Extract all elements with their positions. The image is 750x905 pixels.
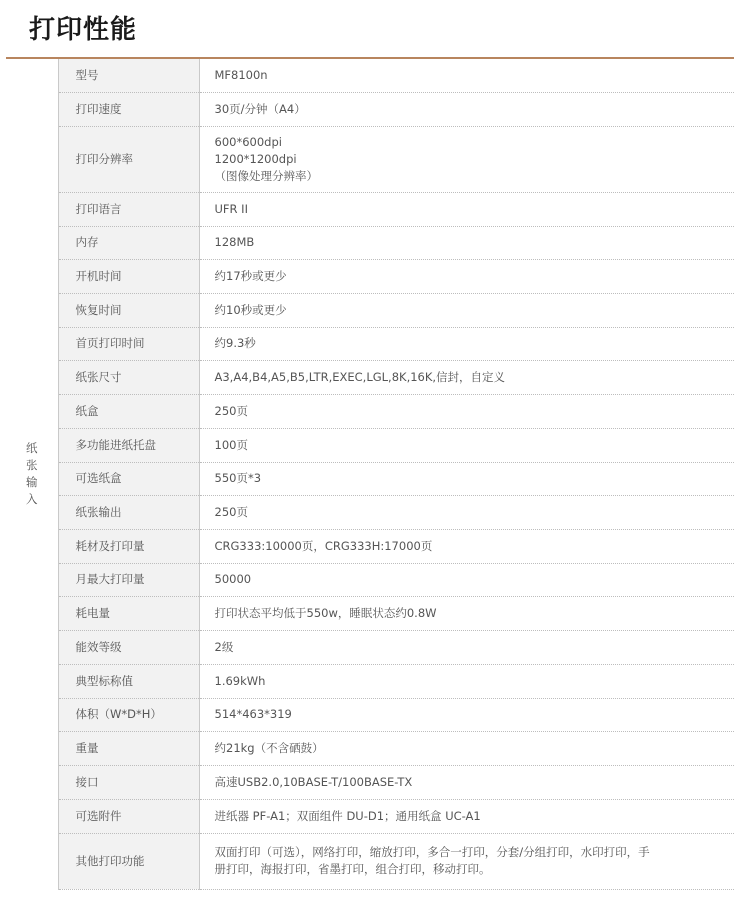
row-label: 月最大打印量 — [58, 563, 199, 596]
table-row — [6, 428, 734, 462]
row-value: 250页 — [199, 495, 734, 529]
row-value: 约9.3秒 — [199, 327, 734, 360]
table-row — [6, 92, 734, 126]
row-value-line: （图像处理分辨率） — [214, 168, 318, 183]
row-value: UFR II — [199, 192, 734, 226]
table-row — [6, 630, 734, 664]
table-row — [6, 360, 734, 394]
table-row — [6, 293, 734, 327]
spec-table — [6, 59, 734, 890]
table-row — [6, 765, 734, 799]
row-value-line: 册打印，海报打印，省墨打印，组合打印，移动打印。 — [214, 862, 491, 876]
table-row — [6, 731, 734, 765]
table-row — [6, 126, 734, 192]
row-label: 耗材及打印量 — [58, 529, 199, 563]
table-row — [6, 394, 734, 428]
row-value: 打印状态平均低于550w，睡眠状态约0.8W — [199, 596, 734, 630]
row-label: 能效等级 — [58, 630, 199, 664]
row-value: 550页*3 — [199, 462, 734, 495]
row-label: 型号 — [58, 59, 199, 92]
table-row — [6, 495, 734, 529]
group-label: 纸张输入 — [26, 441, 38, 506]
row-value: 2级 — [199, 630, 734, 664]
table-row — [6, 698, 734, 731]
table-row — [6, 259, 734, 293]
row-value: 128MB — [199, 226, 734, 259]
row-label: 接口 — [58, 765, 199, 799]
row-label: 首页打印时间 — [58, 327, 199, 360]
row-value: 50000 — [199, 563, 734, 596]
row-label: 纸张尺寸 — [58, 360, 199, 394]
row-label: 多功能进纸托盘 — [58, 428, 199, 462]
row-label: 打印语言 — [58, 192, 199, 226]
row-label: 可选纸盒 — [58, 462, 199, 495]
row-value: CRG333:10000页，CRG333H:17000页 — [199, 529, 734, 563]
row-label: 开机时间 — [58, 259, 199, 293]
table-row — [6, 799, 734, 833]
row-value-line: 双面打印（可选），网络打印，缩放打印，多合一打印，分套/分组打印，水印打印，手 — [214, 845, 650, 859]
row-value: 约10秒或更少 — [199, 293, 734, 327]
row-value: 约17秒或更少 — [199, 259, 734, 293]
table-row — [6, 563, 734, 596]
row-label: 可选附件 — [58, 799, 199, 833]
row-value: 1.69kWh — [199, 664, 734, 698]
table-row — [6, 327, 734, 360]
row-label: 典型标称值 — [58, 664, 199, 698]
row-label: 其他打印功能 — [58, 833, 199, 889]
row-value: 250页 — [199, 394, 734, 428]
row-label: 打印分辨率 — [58, 126, 199, 192]
row-value — [199, 126, 734, 192]
row-label: 体积（W*D*H） — [58, 698, 199, 731]
table-row — [6, 529, 734, 563]
row-value: 30页/分钟（A4） — [199, 92, 734, 126]
page-title: 打印性能 — [29, 15, 138, 45]
row-label: 重量 — [58, 731, 199, 765]
row-value-line: 1200*1200dpi — [214, 151, 297, 166]
table-row — [6, 192, 734, 226]
row-value — [199, 833, 734, 889]
row-label: 打印速度 — [58, 92, 199, 126]
row-label: 纸盒 — [58, 394, 199, 428]
row-value: 进纸器 PF-A1；双面组件 DU-D1；通用纸盒 UC-A1 — [199, 799, 734, 833]
table-row — [6, 596, 734, 630]
table-row — [6, 59, 734, 92]
table-row — [6, 664, 734, 698]
row-value: 高速USB2.0,10BASE-T/100BASE-TX — [199, 765, 734, 799]
table-row — [6, 462, 734, 495]
row-value: 约21kg（不含硒鼓） — [199, 731, 734, 765]
row-value: A3,A4,B4,A5,B5,LTR,EXEC,LGL,8K,16K,信封，自定义 — [199, 360, 734, 394]
row-label: 内存 — [58, 226, 199, 259]
table-row — [6, 833, 734, 889]
row-value: 100页 — [199, 428, 734, 462]
row-label: 纸张输出 — [58, 495, 199, 529]
row-value: MF8100n — [199, 59, 734, 92]
row-value: 514*463*319 — [199, 698, 734, 731]
row-label: 恢复时间 — [58, 293, 199, 327]
row-value-line: 600*600dpi — [214, 134, 282, 149]
table-row — [6, 226, 734, 259]
row-label: 耗电量 — [58, 596, 199, 630]
group-cell — [6, 59, 58, 889]
